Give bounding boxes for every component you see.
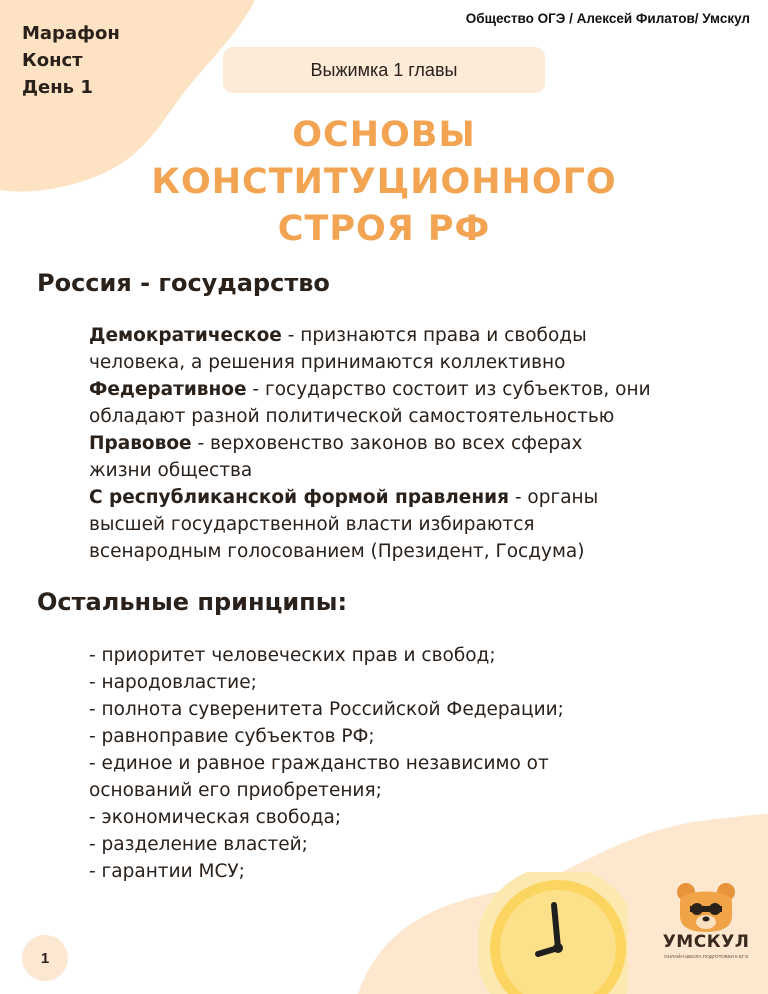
marathon-line: День 1: [22, 77, 93, 98]
definition-line: высшей государственной власти избираются: [89, 514, 535, 535]
marathon-label: [22, 20, 120, 101]
logo-name: УМСКУЛ: [662, 932, 750, 952]
list-item: - равноправие субъектов РФ;: [89, 726, 375, 747]
header-credit: Общество ОГЭ / Алексей Филатов/ Умскул: [465, 11, 750, 26]
page-title-line: КОНСТИТУЦИОННОГО: [151, 162, 617, 202]
definition-text: - верховенство законов во всех сферах: [191, 433, 583, 454]
umskul-logo: [656, 880, 756, 970]
definition-line: всенародным голосованием (Президент, Госдума): [89, 541, 585, 562]
list-item: - экономическая свобода;: [89, 807, 342, 828]
logo-tagline: ОНЛАЙН-ШКОЛА ПОДГОТОВКИ К ЕГЭ: [664, 954, 748, 959]
section-heading-russia-state: Россия - государство: [37, 269, 330, 297]
definition-text: - органы: [508, 487, 599, 508]
definition-line: [89, 376, 729, 403]
clock-icon: [478, 872, 628, 994]
list-item: - гарантии МСУ;: [89, 861, 245, 882]
state-definitions: [89, 322, 729, 565]
definition-line: [89, 322, 729, 349]
section-heading-other-principles: Остальные принципы:: [37, 588, 348, 616]
definition-line: обладают разной политической самостоятельностью: [89, 406, 615, 427]
definition-term: Федеративное: [89, 379, 247, 400]
page-number: 1: [40, 949, 50, 967]
definition-term: Правовое: [89, 433, 192, 454]
definition-text: - признаются права и свободы: [281, 325, 587, 346]
definition-text: - государство состоит из субъектов, они: [246, 379, 651, 400]
page-number-badge: [22, 935, 68, 981]
definition-term: С республиканской формой правления: [89, 487, 509, 508]
chapter-pill: [223, 47, 545, 93]
page-title-line: СТРОЯ РФ: [277, 209, 491, 249]
list-item: - народовластие;: [89, 672, 257, 693]
definition-line: человека, а решения принимаются коллективно: [89, 352, 566, 373]
list-item: - полнота суверенитета Российской Федерации;: [89, 699, 564, 720]
definition-line: [89, 484, 729, 511]
marathon-line: Конст: [22, 50, 83, 71]
principles-list: [89, 642, 729, 885]
list-item: оснований его приобретения;: [89, 780, 382, 801]
page-title: [84, 112, 684, 253]
list-item: - приоритет человеческих прав и свобод;: [89, 645, 496, 666]
bear-logo-icon: [672, 880, 740, 932]
definition-term: Демократическое: [89, 325, 282, 346]
definition-line: [89, 430, 729, 457]
page-title-line: ОСНОВЫ: [292, 115, 476, 155]
definition-line: жизни общества: [89, 460, 253, 481]
list-item: - разделение властей;: [89, 834, 308, 855]
chapter-pill-label: Выжимка 1 главы: [310, 59, 458, 80]
marathon-line: Марафон: [22, 23, 120, 44]
list-item: - единое и равное гражданство независимо от: [89, 753, 549, 774]
